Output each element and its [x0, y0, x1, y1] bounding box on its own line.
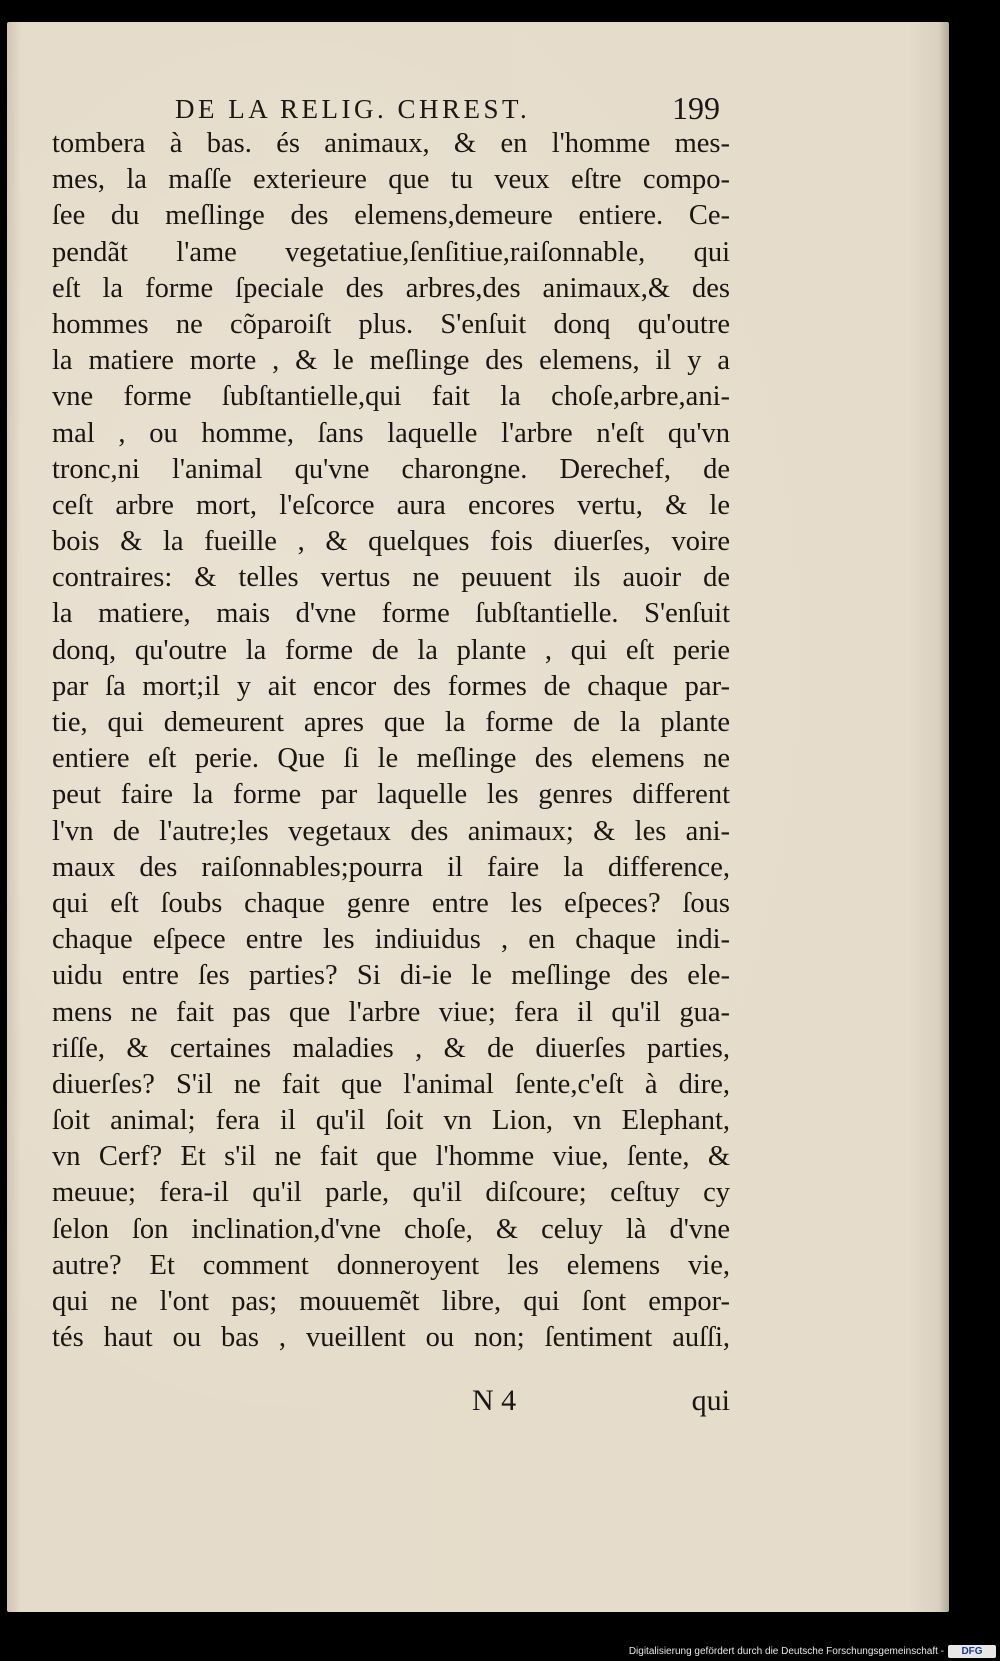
text-line: tie, qui demeurent apres que la forme de la plante	[52, 707, 730, 738]
page-edge-shadow	[939, 22, 949, 1612]
text-line: ſoit animal; fera il qu'il ſoit vn Lion, vn Elephant,	[52, 1105, 730, 1137]
text-line: vn Cerf? Et s'il ne fait que l'homme viue, ſente, &	[52, 1141, 730, 1173]
page-number: 199	[672, 90, 720, 126]
body-text	[52, 126, 730, 1356]
text-line: vne forme ſubſtantielle,qui fait la choſe,arbre,ani-	[52, 381, 730, 413]
text-line: mes, la maſſe exterieure que tu veux eſtre compo-	[52, 164, 730, 196]
text-line: tés haut ou bas , vueillent ou non; ſentiment auſſi,	[52, 1322, 730, 1354]
text-line: diuerſes? S'il ne fait que l'animal ſente,c'eſt à dire,	[52, 1068, 730, 1100]
signature-mark: N 4	[472, 1384, 517, 1417]
text-line: qui eſt ſoubs chaque genre entre les eſpeces? ſous	[52, 887, 730, 919]
running-title: DE LA RELIG. CHREST.	[175, 94, 531, 124]
text-line: ſee du meſlinge des elemens,demeure entiere. Ce-	[52, 200, 730, 232]
dfg-logo: DFG	[948, 1645, 996, 1658]
page-footer	[52, 1384, 730, 1424]
text-line: chaque eſpece entre les indiuidus , en chaque indi-	[52, 924, 730, 956]
text-line: ceſt arbre mort, l'eſcorce aura encores vertu, & le	[52, 489, 730, 521]
text-line: peut faire la forme par laquelle les genres different	[52, 779, 730, 811]
digitization-credit: Digitalisierung gefördert durch die Deutsche Forschungsgemeinschaft -	[628, 1646, 944, 1657]
text-line: mal , ou homme, ſans laquelle l'arbre n'eſt qu'vn	[52, 417, 730, 449]
text-line: mens ne fait pas que l'arbre viue; fera il qu'il gua-	[52, 996, 730, 1028]
text-line: donq, qu'outre la forme de la plante , qui eſt perie	[52, 634, 730, 666]
text-line: tronc,ni l'animal qu'vne charongne. Derechef, de	[52, 453, 730, 485]
text-line: ſelon ſon inclination,d'vne choſe, & celuy là d'vne	[52, 1213, 730, 1245]
text-line: bois & la fueille , & quelques fois diuerſes, voire	[52, 526, 730, 558]
text-line: contraires: & telles vertus ne peuuent ils auoir de	[52, 562, 730, 594]
text-line: tombera à bas. és animaux, & en l'homme mes-	[52, 128, 730, 159]
text-line: uidu entre ſes parties? Si di-ie le meſlinge des ele-	[52, 960, 730, 992]
text-line: eſt la forme ſpeciale des arbres,des animaux,& des	[52, 272, 730, 304]
text-line: hommes ne cõparoiſt plus. S'enſuit donq qu'outre	[52, 308, 730, 340]
text-line: la matiere morte , & le meſlinge des elemens, il y a	[52, 345, 730, 377]
text-line: entiere eſt perie. Que ſi le meſlinge des elemens ne	[52, 743, 730, 775]
text-line: maux des raiſonnables;pourra il faire la difference,	[52, 851, 730, 883]
text-line: qui ne l'ont pas; mouuemẽt libre, qui ſont empor-	[52, 1286, 730, 1317]
text-line: la matiere, mais d'vne forme ſubſtantielle. S'enſuit	[52, 598, 730, 630]
text-line: riſſe, & certaines maladies , & de diuerſes parties,	[52, 1032, 730, 1064]
text-line: par ſa mort;il y ait encor des formes de chaque par-	[52, 670, 730, 702]
text-line: l'vn de l'autre;les vegetaux des animaux; & les ani-	[52, 815, 730, 847]
text-line: autre? Et comment donneroyent les elemens vie,	[52, 1249, 730, 1281]
catchword: qui	[691, 1384, 730, 1417]
text-line: meuue; fera-il qu'il parle, qu'il diſcoure; ceſtuy cy	[52, 1177, 730, 1209]
text-line: pendãt l'ame vegetatiue,ſenſitiue,raiſonnable, qui	[52, 236, 730, 268]
